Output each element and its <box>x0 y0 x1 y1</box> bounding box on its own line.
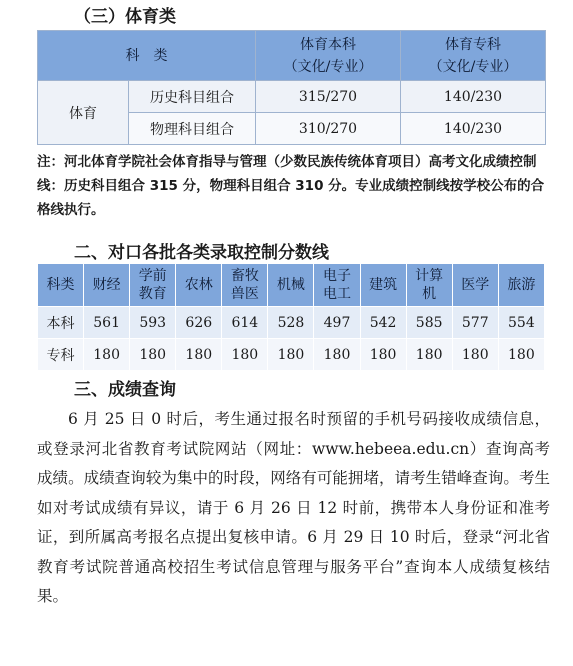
table-row <box>38 339 545 371</box>
score-cell: 180 <box>452 339 498 371</box>
score-cell: 593 <box>130 307 176 339</box>
score-cell: 497 <box>314 307 360 339</box>
query-paragraph: 6 月 25 日 0 时后，考生通过报名时预留的手机号码接收成绩信息，或登录河北省教育考试院网站（网址：www.hebeea.edu.cn）查询高考成绩。成绩查询较为集中的时段，网络有可能拥堵，请考生错峰查询。考生如对考试成绩有异议，请于 6 月 26 日 12 时前，携带本人身份证和准考证，到所属高考报名点提出复核申请。6 月 29 日 10 时后，登录“河北省教育考试院普通高校招生考试信息管理与服务平台”查询本人成绩复核结果。 <box>37 410 550 605</box>
score-cell: 180 <box>406 339 452 371</box>
header-cell: 科类 <box>38 264 84 307</box>
header-cell: 农林 <box>176 264 222 307</box>
header-subject: 科 类 <box>38 31 256 81</box>
table-row: 体育 历史科目组合 315/270 140/230 <box>38 81 546 113</box>
vocational-score-table <box>37 263 545 371</box>
score-cell: 180 <box>498 339 544 371</box>
score-cell: 561 <box>84 307 130 339</box>
section-heading-query: 三、成绩查询 <box>74 380 176 400</box>
score-cell: 180 <box>222 339 268 371</box>
section-heading-vocational: 二、对口各批各类录取控制分数线 <box>74 243 329 263</box>
header-junior: 体育专科 （文化/专业） <box>401 31 546 81</box>
section-heading-sports: （三）体育类 <box>74 7 176 27</box>
row-label: 本科 <box>38 307 84 339</box>
score-cell: 180 <box>360 339 406 371</box>
header-cell: 畜牧 兽医 <box>222 264 268 307</box>
table-row <box>38 307 545 339</box>
score-cell: 180 <box>130 339 176 371</box>
score-cell: 180 <box>84 339 130 371</box>
header-cell: 医学 <box>452 264 498 307</box>
score-cell: 180 <box>268 339 314 371</box>
header-cell: 学前 教育 <box>130 264 176 307</box>
header-cell: 财经 <box>84 264 130 307</box>
category-cell: 体育 <box>38 81 129 145</box>
score-cell: 614 <box>222 307 268 339</box>
score-cell: 180 <box>314 339 360 371</box>
row-label: 专科 <box>38 339 84 371</box>
header-cell: 机械 <box>268 264 314 307</box>
score-cell: 180 <box>176 339 222 371</box>
sports-score-table <box>37 30 546 145</box>
table-header-row <box>38 264 545 307</box>
header-cell: 电子 电工 <box>314 264 360 307</box>
score-cell: 528 <box>268 307 314 339</box>
score-cell: 554 <box>498 307 544 339</box>
score-cell: 626 <box>176 307 222 339</box>
header-bachelor: 体育本科 （文化/专业） <box>256 31 401 81</box>
header-cell: 旅游 <box>498 264 544 307</box>
score-cell: 585 <box>406 307 452 339</box>
score-cell: 542 <box>360 307 406 339</box>
score-cell: 577 <box>452 307 498 339</box>
header-cell: 建筑 <box>360 264 406 307</box>
table-row: 物理科目组合 310/270 140/230 <box>38 113 546 145</box>
header-cell: 计算 机 <box>406 264 452 307</box>
note-paragraph: 注：河北体育学院社会体育指导与管理（少数民族传统体育项目）高考文化成绩控制线：历史科目组合 315 分，物理科目组合 310 分。专业成绩控制线按学校公布的合格线执行。 <box>37 154 545 218</box>
